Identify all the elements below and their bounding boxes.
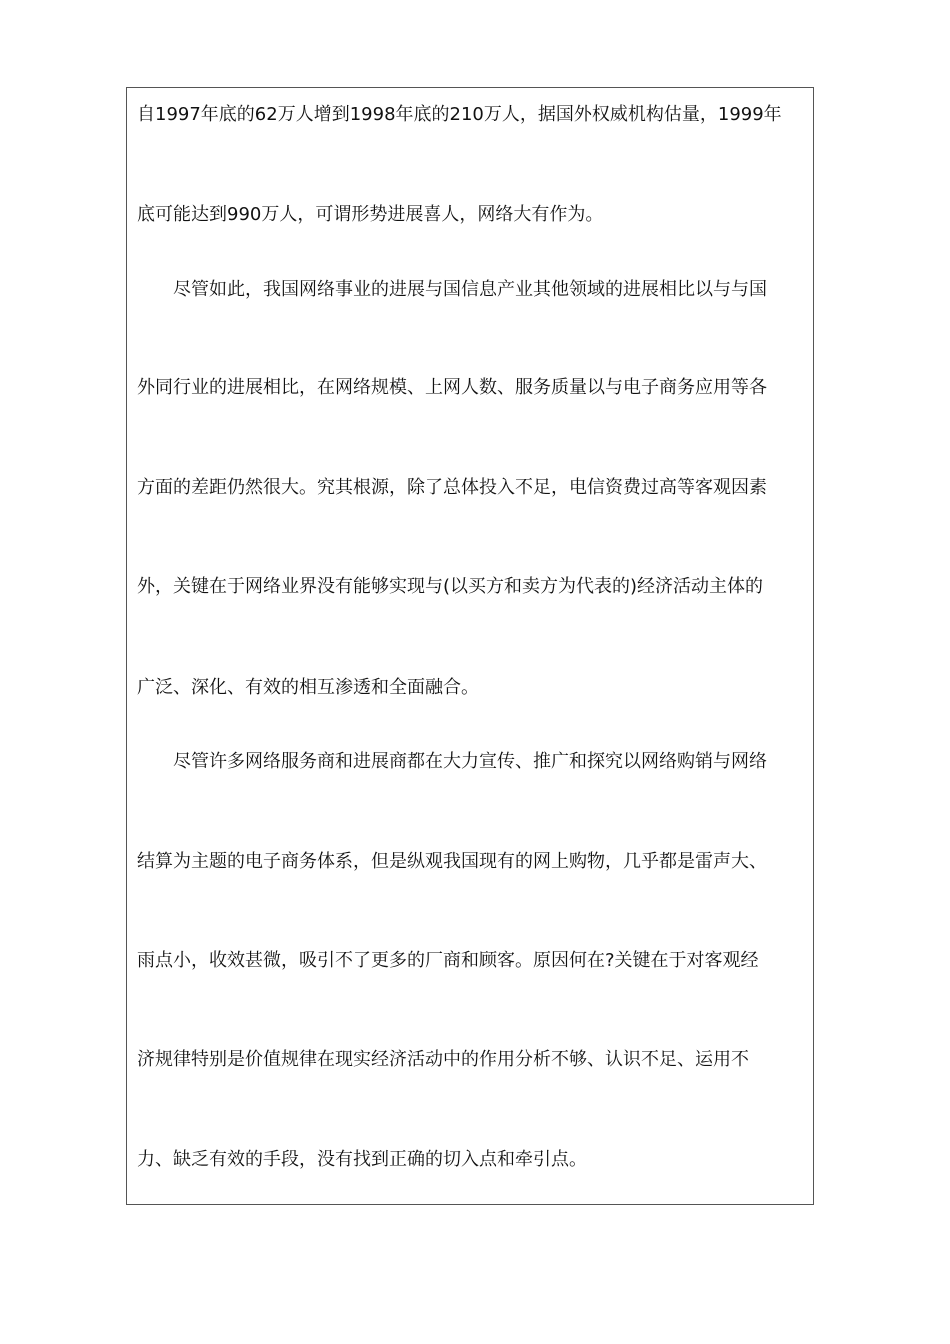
text-line: 济规律特别是价值规律在现实经济活动中的作用分析不够、认识不足、运用不 — [137, 1049, 749, 1070]
text-line: 自1997年底的62万人增到1998年底的210万人，据国外权威机构估量，1999年 — [137, 104, 782, 125]
text-line: 底可能达到990万人，可谓形势进展喜人，网络大有作为。 — [137, 204, 604, 225]
text-line: 外，关键在于网络业界没有能够实现与(以买方和卖方为代表的)经济活动主体的 — [137, 576, 764, 597]
text-line: 雨点小，收效甚微，吸引不了更多的厂商和顾客。原因何在?关键在于对客观经 — [137, 950, 759, 971]
text-line: 外同行业的进展相比，在网络规模、上网人数、服务质量以与电子商务应用等各 — [137, 377, 767, 398]
text-line: 力、缺乏有效的手段，没有找到正确的切入点和牵引点。 — [137, 1149, 587, 1170]
paragraph-start-line: 尽管如此，我国网络事业的进展与国信息产业其他领域的进展相比以与与国 — [173, 279, 767, 300]
text-line: 广泛、深化、有效的相互渗透和全面融合。 — [137, 677, 479, 698]
text-line: 结算为主题的电子商务体系，但是纵观我国现有的网上购物，几乎都是雷声大、 — [137, 851, 767, 872]
text-line: 方面的差距仍然很大。究其根源，除了总体投入不足，电信资费过高等客观因素 — [137, 477, 767, 498]
paragraph-start-line: 尽管许多网络服务商和进展商都在大力宣传、推广和探究以网络购销与网络 — [173, 751, 767, 772]
document-frame — [126, 87, 814, 1205]
